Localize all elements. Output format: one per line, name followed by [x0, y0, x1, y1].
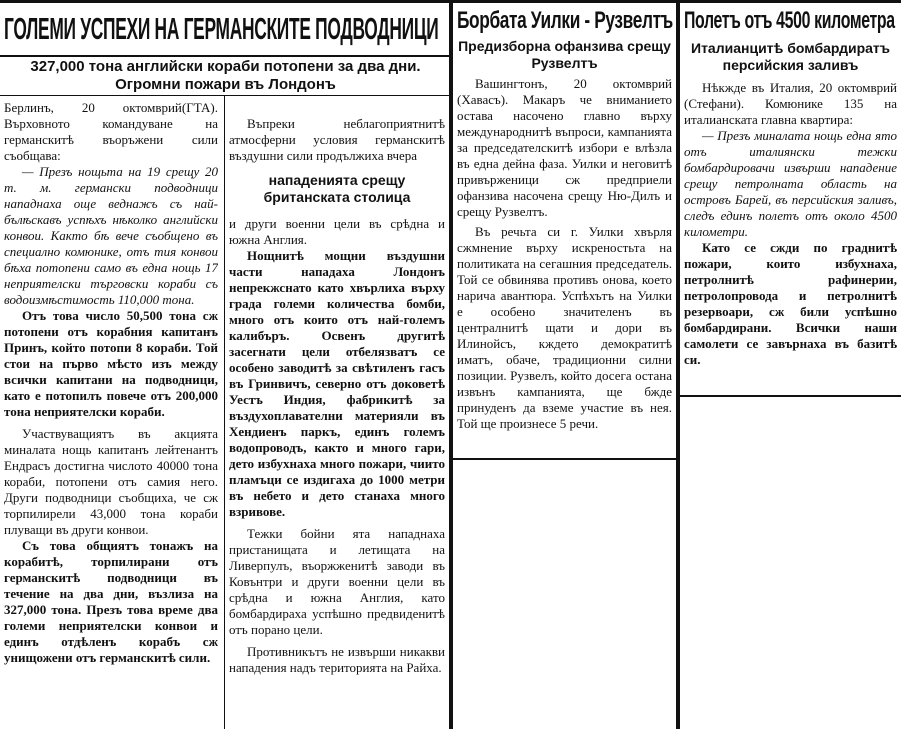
main-para: и други военни цели въ срѣдна и южна Англия. — [229, 216, 445, 247]
main-headline: ГОЛЕМИ УСПЕХИ НА ГЕРМАНСКИТЕ ПОДВОДНИЦИ — [4, 11, 439, 46]
divider-main-middle — [449, 0, 453, 729]
right-para: Нѣкжде въ Италия, 20 октомврий (Стефани). Комюнике 135 на италианската главна квартира: — [684, 80, 897, 127]
right-para: — Презъ миналата нощь една ято отъ италиянски тежки бомбардировачи извърши нападение срещу петролната область на островъ Барей, въ персийския заливъ, следъ единъ полетъ отъ около 4500 километри. — [684, 128, 897, 239]
main-para: Тежки бойни ята нападнаха пристанищата и летищата на Ливерпулъ, въоржженитѣ заводи въ Ковънтри и други военни цели въ срѣдна и южна Англия, като бомбардираха успѣшно предвиденитѣ отъ порано цели. — [229, 526, 445, 637]
main-headline-underline — [0, 55, 449, 57]
right-headline: Полетъ отъ 4500 километра — [684, 7, 895, 34]
middle-para: Въ речьта си г. Уилки хвърля сжмнение върху искреностьта на политиката на сегашния председатель. Той се обвинява противъ онова, което нарича авантюра. Успѣхътъ на Уилки е особено значителенъ въ централнитѣ щати и дори въ Илинойсъ, кждето демократитѣ иматъ, обаче, традиционни силни позиции. Рузвелъ, който досега остана извънъ кампанията, ще бжде принуденъ да вземе участие въ нея. Той ще произнесе 5 речи. — [457, 224, 672, 431]
right-subhead: Италианцитѣ бомбардиратъ персийския заливъ — [691, 40, 890, 73]
middle-subhead: Предизборна офанзива срещу Рузвелтъ — [458, 38, 671, 71]
main-para: Берлинъ, 20 октомврий(ГТА). Върховното командуване на германскитѣ въоръжени сили съобщава: — [4, 100, 218, 163]
main-subhead: 327,000 тона английски кораби потопени за два дни. Огромни пожари въ Лондонъ — [30, 58, 421, 93]
divider-middle-right — [676, 0, 680, 729]
right-para: Като се сжди по граднитѣ пожари, които избухнаха, петролнитѣ рафинерии, петролопровода и петролнитѣ резервоари, сж били успѣшно бомбардирани. Всички наши самолети се завърнаха въ базитѣ си. — [684, 240, 897, 367]
main-column-1 — [4, 100, 218, 729]
main-para: Участвуващиятъ въ акцията миналата нощь капитанъ лейтенантъ Ендрасъ достигна числото 40000 тона кораби, потопени отъ самия него. Други подводници съобщиха, че сж торпилирели 43,000 тона кораби плуващи въ други конвои. — [4, 426, 218, 537]
main-para: Противникътъ не извърши никакви нападения надъ територията на Райха. — [229, 644, 445, 675]
middle-para: Вашингтонъ, 20 октомврий (Хавасъ). Макаръ че вниманието остава насочено главно върху международнитѣ въпроси, кампанията за председателскитѣ избори е влѣзла въ една дейна фаза. Уилки и неговитѣ привърженици сж предприели офанзива насочена срещу Ню-Дилъ и срещу Рузвелтъ. — [457, 76, 672, 219]
main-para: Въпреки неблагоприятнитѣ атмосферни условия германскитѣ въздушни сили продължиха вчера — [229, 116, 445, 163]
main-column-2 — [229, 100, 445, 729]
main-column-divider — [224, 96, 225, 729]
middle-headline: Борбата Уилки - Рузвелтъ — [457, 7, 673, 34]
main-para: Отъ това число 50,500 тона сж потопени отъ корабния капитанъ Принъ, който потопи 8 кораби. Той стои на първо мѣсто изъ между всички капитани на подводници, като е потопилъ повече отъ 200,000 тона неприятелски кораби. — [4, 308, 218, 419]
middle-column — [457, 76, 672, 456]
main-para: Съ това общиятъ тонажъ на корабитѣ, торпилирани отъ германскитѣ подводници въ течение на два дни, възлиза на 327,000 тона. Презъ това време два големи неприятелски конвои и единъ отдѣленъ корабъ сж унищожени отъ германскитѣ сили. — [4, 538, 218, 665]
main-para: — Презъ нощьта на 19 срещу 20 т. м. германски подводници нападнаха още веднажъ съ най-бълѣскавъ успѣхъ нѣколко английски конвои. Както бѣ вече съобщено въ специално комюнике, отъ тия конвои бѣха потопени само въ една нощь 17 неприятелски търговски кораби съ водоизмѣстимость 110,000 тона. — [4, 164, 218, 307]
middle-bottom-rule — [453, 458, 676, 460]
right-column — [684, 80, 897, 392]
right-bottom-rule — [680, 395, 901, 397]
main-column-2-heading: нападенията срещу британската столица — [263, 172, 411, 205]
main-para: Нощнитѣ мощни въздушни части нападаха Лондонъ непрекжснато като хвърлиха върху града големи количества бомби, много отъ които отъ най-големъ калибъръ. Освенъ другитѣ засегнати цели отбелязватъ се особено заводитѣ за свѣтиленъ гасъ въ Гринвичъ, северно отъ доковетѣ Уестъ Индия, фабрикитѣ за въздухоплавателни материяли въ Хендиенъ паркъ, единъ големъ водопроводъ, както и много гари, дето избухнаха много пожари, чиито пламъци се издигаха до 1000 метри въ небето и дето станаха много взривове. — [229, 248, 445, 519]
